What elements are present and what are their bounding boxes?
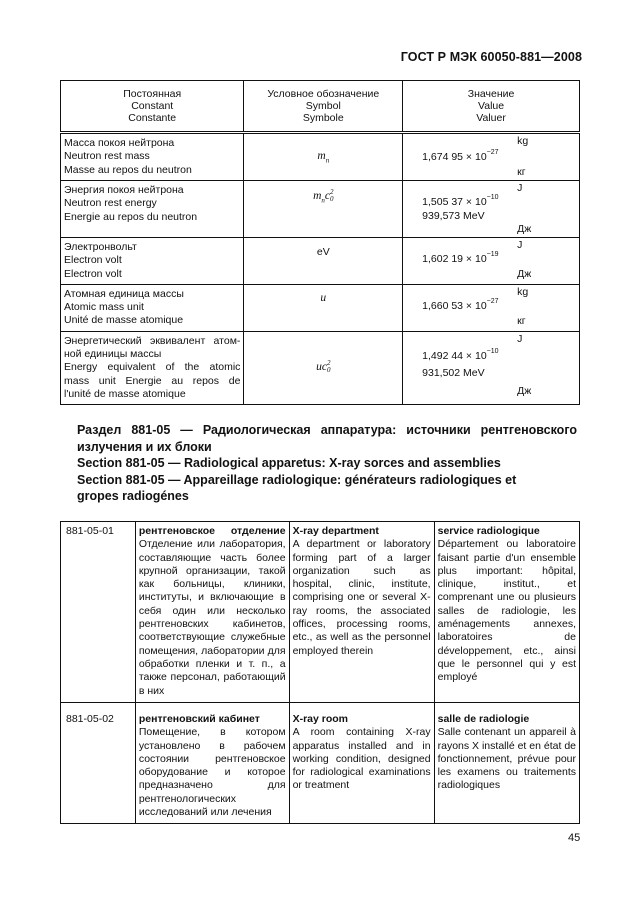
unit-ru: Дж xyxy=(517,384,532,397)
name-line: Атомная единица массы xyxy=(64,287,184,300)
constant-name xyxy=(61,133,244,181)
symbol-c: c xyxy=(324,190,330,202)
document-code: ГОСТ Р МЭК 60050-881—2008 xyxy=(400,50,582,64)
constant-symbol xyxy=(244,331,403,404)
name-line: Neutron rest energy xyxy=(64,197,157,210)
value-number xyxy=(422,196,498,208)
term-fr-title: salle de radiologie xyxy=(437,713,530,725)
constant-symbol xyxy=(244,238,403,285)
value-mantissa: 1,602 19 × 10 xyxy=(422,253,487,265)
table-row xyxy=(61,181,580,238)
name-line: Энергетический эквивалент атом- xyxy=(64,334,241,347)
constant-value xyxy=(403,133,580,181)
value-mantissa: 1,492 44 × 10 xyxy=(422,349,487,362)
constant-symbol xyxy=(244,133,403,181)
table-row xyxy=(61,331,580,404)
symbol-base: u xyxy=(320,291,327,304)
value-number xyxy=(422,253,498,265)
term-ru-title: рентгеновский кабинет xyxy=(138,713,260,725)
unit-si: J xyxy=(517,332,523,345)
value-mev: 939,573 MeV xyxy=(422,210,485,222)
table-row xyxy=(61,238,580,285)
symbol-base: eV xyxy=(316,246,330,258)
header-line: Постоянная xyxy=(123,88,182,100)
name-line: Масса покоя нейтрона xyxy=(64,137,175,149)
table-row xyxy=(61,133,580,181)
constant-value xyxy=(403,238,580,285)
name-line: Энергия покоя нейтрона xyxy=(64,184,184,196)
value-mantissa: 1,505 37 × 10 xyxy=(422,196,487,208)
name-line: mass unit Energie au repos de xyxy=(64,374,241,387)
column-header-constant xyxy=(61,81,244,133)
constant-symbol xyxy=(244,284,403,331)
symbol-base: m xyxy=(317,149,326,162)
page-number: 45 xyxy=(568,832,581,844)
unit-ru: кг xyxy=(517,314,526,327)
term-en xyxy=(289,522,434,703)
term-ru-definition: Отделение или лаборатория, составляющие часть более крупной организации, такой как больницы, клиники, институты, и включающие в себя один или несколько рентгеновских кабинетов, соответствующие служебные помещения, лаборатории для обработки пленки и т. п., а также персонал, работающий в них xyxy=(138,538,286,697)
value-mantissa: 1,660 53 × 10 xyxy=(422,299,487,312)
header-line: Symbole xyxy=(302,112,344,124)
symbol-subscript: n xyxy=(325,156,330,165)
constant-name xyxy=(61,181,244,238)
value-number xyxy=(422,297,499,312)
term-fr xyxy=(434,522,579,703)
value-number xyxy=(422,151,498,163)
value-number xyxy=(422,347,499,362)
term-fr-definition: Département ou laboratoire faisant partie d'un ensemble plus important: hôpital, clinique, institut., et comprenant une ou plusieurs salles de radiologie, les aménagements annexes, laboratoires de développement, etc., ainsi que le personnel qui y est employé xyxy=(437,538,576,684)
constant-name xyxy=(61,331,244,404)
value-exponent: −27 xyxy=(486,297,499,305)
term-fr-title: service radiologique xyxy=(437,525,540,537)
name-line: Electron volt xyxy=(64,267,122,280)
unit-si: kg xyxy=(517,135,529,147)
term-en-title: X-ray department xyxy=(292,525,379,537)
constants-table-header xyxy=(61,81,580,133)
symbol-subscript-zero: 0 xyxy=(329,195,334,203)
term-ru xyxy=(135,522,289,703)
name-line: ной единицы массы xyxy=(64,348,162,361)
header-line: Valuer xyxy=(476,112,506,124)
term-en-title: X-ray room xyxy=(292,713,348,725)
table-row xyxy=(61,703,580,824)
header-line: Symbol xyxy=(305,100,341,112)
term-en-definition: A department or laboratory forming part of a larger organization such as hospital, clinic, institute, comprising one or several X-ray rooms, the associated offices, processing rooms, etc., as well as the personnel employed therein xyxy=(292,538,431,657)
name-line: l'unité de masse atomique xyxy=(64,387,186,400)
terms-table xyxy=(60,521,580,824)
header-line: Constante xyxy=(128,112,177,124)
value-exponent: −19 xyxy=(486,251,499,258)
constant-name xyxy=(61,238,244,285)
name-line: Masse au repos du neutron xyxy=(64,163,192,176)
term-en xyxy=(289,703,434,824)
symbol-base: m xyxy=(313,190,322,202)
symbol-subscript: n xyxy=(321,196,325,205)
unit-ru: Дж xyxy=(517,268,532,280)
term-ru-definition: Помещение, в котором установлено в рабочем состоянии рентгеновское оборудование и которое предназначено для рентгенологических исследований или лечения xyxy=(138,726,286,819)
section-title-fr: Section 881-05 — Appareillage radiologique: générateurs radiologiques et gropes radiogénes xyxy=(77,472,517,503)
name-line: Unité de masse atomique xyxy=(64,314,184,327)
name-line: Energy equivalent of the atomic xyxy=(64,361,241,374)
name-line: Energie au repos du neutron xyxy=(64,210,198,223)
section-title-ru: Раздел 881-05 — Радиологическая аппаратура: источники рентгеновского излучения и их блоки xyxy=(77,423,577,454)
symbol-base: uc xyxy=(316,360,327,373)
name-line: Neutron rest mass xyxy=(64,150,150,163)
term-number: 881-05-01 xyxy=(61,522,136,703)
table-row xyxy=(61,284,580,331)
header-line: Constant xyxy=(131,100,174,112)
value-exponent: −27 xyxy=(486,149,499,156)
unit-ru: кг xyxy=(517,166,526,178)
term-ru-title: рентгеновское отделение xyxy=(138,525,286,537)
term-ru xyxy=(135,703,289,824)
header-line: Value xyxy=(478,100,505,112)
term-fr xyxy=(434,703,579,824)
section-title-en: Section 881-05 — Radiological apparetus: X-ray sorces and assemblies xyxy=(77,456,501,470)
constant-value xyxy=(403,284,580,331)
value-mev: 931,502 MeV xyxy=(422,366,485,379)
symbol-superscript: 2 xyxy=(326,358,331,367)
column-header-symbol xyxy=(244,81,403,133)
name-line: Электронвольт xyxy=(64,241,137,253)
term-number: 881-05-02 xyxy=(61,703,136,824)
name-line: Electron volt xyxy=(64,254,122,267)
section-heading xyxy=(77,422,577,505)
symbol-superscript: 2 xyxy=(329,188,334,196)
unit-si: J xyxy=(517,182,523,194)
constant-value xyxy=(403,181,580,238)
value-mantissa: 1,674 95 × 10 xyxy=(422,151,487,163)
value-exponent: −10 xyxy=(486,347,499,355)
term-en-definition: A room containing X-ray apparatus installed and in working condition, designed for radiological examinations or treatment xyxy=(292,726,431,792)
table-row xyxy=(61,522,580,703)
unit-si: J xyxy=(517,239,523,251)
constant-value xyxy=(403,331,580,404)
header-line: Условное обозначение xyxy=(267,88,380,100)
unit-si: kg xyxy=(517,285,529,298)
column-header-value xyxy=(403,81,580,133)
constants-table xyxy=(60,80,580,405)
header-line: Значение xyxy=(467,88,515,100)
symbol-subscript-zero: 0 xyxy=(326,365,331,374)
term-fr-definition: Salle contenant un appareil à rayons X installé et en état de fonctionnement, prévue pour les examens ou traitements radiologiques xyxy=(437,726,576,792)
value-exponent: −10 xyxy=(486,194,499,201)
name-line: Atomic mass unit xyxy=(64,301,144,314)
constant-name xyxy=(61,284,244,331)
unit-ru: Дж xyxy=(517,223,532,235)
constant-symbol xyxy=(244,181,403,238)
